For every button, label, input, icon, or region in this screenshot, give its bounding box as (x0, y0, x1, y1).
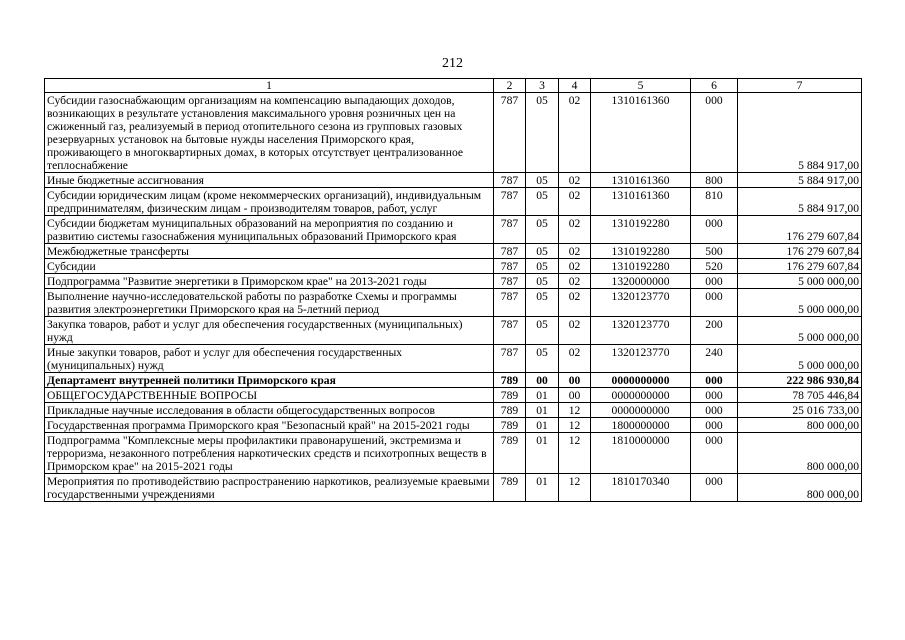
cell-department-code: 789 (494, 373, 526, 388)
header-cell-6: 6 (691, 79, 738, 93)
cell-amount: 222 986 930,84 (738, 373, 862, 388)
cell-section-code: 05 (526, 93, 559, 173)
table-row (45, 345, 862, 373)
cell-target-article-code: 1310161360 (591, 173, 691, 188)
page-number: 212 (442, 56, 463, 71)
cell-department-code: 789 (494, 433, 526, 474)
header-cell-7: 7 (738, 79, 862, 93)
cell-subsection-code: 02 (559, 345, 591, 373)
table-row (45, 403, 862, 418)
cell-name: Закупка товаров, работ и услуг для обеспечения государственных (муниципальных) нужд (45, 317, 494, 345)
header-cell-1: 1 (45, 79, 494, 93)
cell-section-code: 05 (526, 188, 559, 216)
cell-name: Подпрограмма "Комплексные меры профилактики правонарушений, экстремизма и терроризма, незаконного потребления наркотических средств и психотропных веществ в Приморском крае" на 2015-2021 годы (45, 433, 494, 474)
cell-expense-type-code: 000 (691, 433, 738, 474)
cell-department-code: 789 (494, 403, 526, 418)
cell-section-code: 05 (526, 345, 559, 373)
cell-department-code: 787 (494, 93, 526, 173)
cell-target-article-code: 1320123770 (591, 345, 691, 373)
cell-subsection-code: 02 (559, 317, 591, 345)
cell-section-code: 01 (526, 433, 559, 474)
cell-target-article-code: 1810170340 (591, 474, 691, 502)
cell-department-code: 787 (494, 188, 526, 216)
cell-name: Субсидии бюджетам муниципальных образований на мероприятия по созданию и развитию системы газоснабжения муниципальных образований Приморского края (45, 216, 494, 244)
cell-name: Иные закупки товаров, работ и услуг для обеспечения государственных (муниципальных) нужд (45, 345, 494, 373)
cell-name: Субсидии газоснабжающим организациям на компенсацию выпадающих доходов, возникающих в результате установления максимального уровня розничных цен на сжиженный газ, реализуемый в период отопительного сезона из групповых газовых резервуарных установок на бытовые нужды населения Приморского края, проживающего в многоквартирных домах, в которых отсутствует централизованное теплоснабжение (45, 93, 494, 173)
cell-section-code: 01 (526, 474, 559, 502)
cell-department-code: 787 (494, 345, 526, 373)
cell-name: Департамент внутренней политики Приморского края (45, 373, 494, 388)
cell-expense-type-code: 810 (691, 188, 738, 216)
table-row (45, 388, 862, 403)
cell-department-code: 789 (494, 388, 526, 403)
cell-department-code: 787 (494, 289, 526, 317)
table-row (45, 274, 862, 289)
cell-subsection-code: 02 (559, 274, 591, 289)
cell-expense-type-code: 000 (691, 418, 738, 433)
header-row (45, 79, 862, 93)
table-row (45, 418, 862, 433)
cell-name: Иные бюджетные ассигнования (45, 173, 494, 188)
cell-target-article-code: 1320000000 (591, 274, 691, 289)
cell-department-code: 787 (494, 274, 526, 289)
cell-amount: 5 000 000,00 (738, 345, 862, 373)
cell-department-code: 789 (494, 418, 526, 433)
cell-department-code: 789 (494, 474, 526, 502)
cell-section-code: 05 (526, 216, 559, 244)
cell-amount: 5 000 000,00 (738, 274, 862, 289)
cell-target-article-code: 0000000000 (591, 388, 691, 403)
cell-subsection-code: 12 (559, 474, 591, 502)
cell-subsection-code: 00 (559, 373, 591, 388)
cell-target-article-code: 1800000000 (591, 418, 691, 433)
cell-name: ОБЩЕГОСУДАРСТВЕННЫЕ ВОПРОСЫ (45, 388, 494, 403)
cell-target-article-code: 1310192280 (591, 259, 691, 274)
cell-subsection-code: 02 (559, 93, 591, 173)
cell-name: Подпрограмма "Развитие энергетики в Приморском крае" на 2013-2021 годы (45, 274, 494, 289)
cell-amount: 25 016 733,00 (738, 403, 862, 418)
header-cell-3: 3 (526, 79, 559, 93)
cell-section-code: 05 (526, 289, 559, 317)
cell-subsection-code: 02 (559, 173, 591, 188)
cell-expense-type-code: 000 (691, 403, 738, 418)
cell-name: Мероприятия по противодействию распространению наркотиков, реализуемые краевыми государственными учреждениями (45, 474, 494, 502)
table-row (45, 433, 862, 474)
cell-expense-type-code: 240 (691, 345, 738, 373)
table-row (45, 173, 862, 188)
table-row (45, 474, 862, 502)
header-cell-5: 5 (591, 79, 691, 93)
cell-amount: 5 000 000,00 (738, 317, 862, 345)
cell-target-article-code: 1310161360 (591, 188, 691, 216)
cell-target-article-code: 1320123770 (591, 289, 691, 317)
cell-amount: 5 000 000,00 (738, 289, 862, 317)
header-cell-2: 2 (494, 79, 526, 93)
table-row (45, 188, 862, 216)
cell-name: Субсидии (45, 259, 494, 274)
cell-amount: 800 000,00 (738, 474, 862, 502)
cell-amount: 176 279 607,84 (738, 259, 862, 274)
cell-target-article-code: 0000000000 (591, 403, 691, 418)
cell-section-code: 01 (526, 403, 559, 418)
cell-department-code: 787 (494, 173, 526, 188)
cell-subsection-code: 02 (559, 244, 591, 259)
cell-section-code: 00 (526, 373, 559, 388)
cell-amount: 5 884 917,00 (738, 188, 862, 216)
cell-amount: 5 884 917,00 (738, 173, 862, 188)
cell-section-code: 01 (526, 418, 559, 433)
cell-expense-type-code: 000 (691, 216, 738, 244)
cell-subsection-code: 02 (559, 259, 591, 274)
cell-amount: 800 000,00 (738, 433, 862, 474)
cell-section-code: 05 (526, 274, 559, 289)
table-row (45, 216, 862, 244)
cell-subsection-code: 12 (559, 433, 591, 474)
cell-subsection-code: 00 (559, 388, 591, 403)
cell-name: Межбюджетные трансферты (45, 244, 494, 259)
cell-target-article-code: 1810000000 (591, 433, 691, 474)
cell-department-code: 787 (494, 317, 526, 345)
cell-expense-type-code: 000 (691, 474, 738, 502)
cell-target-article-code: 1310192280 (591, 216, 691, 244)
cell-subsection-code: 02 (559, 188, 591, 216)
cell-subsection-code: 02 (559, 216, 591, 244)
cell-amount: 176 279 607,84 (738, 216, 862, 244)
cell-expense-type-code: 000 (691, 373, 738, 388)
cell-subsection-code: 12 (559, 403, 591, 418)
cell-amount: 78 705 446,84 (738, 388, 862, 403)
table-row (45, 259, 862, 274)
cell-section-code: 05 (526, 259, 559, 274)
table-row (45, 373, 862, 388)
cell-expense-type-code: 800 (691, 173, 738, 188)
cell-expense-type-code: 000 (691, 93, 738, 173)
budget-table (44, 78, 862, 502)
cell-expense-type-code: 520 (691, 259, 738, 274)
cell-amount: 800 000,00 (738, 418, 862, 433)
cell-department-code: 787 (494, 244, 526, 259)
cell-department-code: 787 (494, 259, 526, 274)
cell-target-article-code: 1320123770 (591, 317, 691, 345)
table-row (45, 93, 862, 173)
cell-target-article-code: 1310192280 (591, 244, 691, 259)
cell-subsection-code: 02 (559, 289, 591, 317)
cell-section-code: 05 (526, 173, 559, 188)
cell-expense-type-code: 500 (691, 244, 738, 259)
cell-name: Прикладные научные исследования в области общегосударственных вопросов (45, 403, 494, 418)
cell-section-code: 01 (526, 388, 559, 403)
cell-target-article-code: 1310161360 (591, 93, 691, 173)
cell-expense-type-code: 200 (691, 317, 738, 345)
cell-expense-type-code: 000 (691, 388, 738, 403)
cell-target-article-code: 0000000000 (591, 373, 691, 388)
cell-department-code: 787 (494, 216, 526, 244)
header-cell-4: 4 (559, 79, 591, 93)
cell-section-code: 05 (526, 244, 559, 259)
table-row (45, 244, 862, 259)
cell-name: Выполнение научно-исследовательской работы по разработке Схемы и программы развития электроэнергетики Приморского края на 5-летний период (45, 289, 494, 317)
table-row (45, 317, 862, 345)
cell-expense-type-code: 000 (691, 289, 738, 317)
cell-amount: 5 884 917,00 (738, 93, 862, 173)
cell-expense-type-code: 000 (691, 274, 738, 289)
cell-name: Государственная программа Приморского края "Безопасный край" на 2015-2021 годы (45, 418, 494, 433)
cell-amount: 176 279 607,84 (738, 244, 862, 259)
cell-name: Субсидии юридическим лицам (кроме некоммерческих организаций), индивидуальным предпринимателям, физическим лицам - производителям товаров, работ, услуг (45, 188, 494, 216)
cell-subsection-code: 12 (559, 418, 591, 433)
table-row (45, 289, 862, 317)
cell-section-code: 05 (526, 317, 559, 345)
